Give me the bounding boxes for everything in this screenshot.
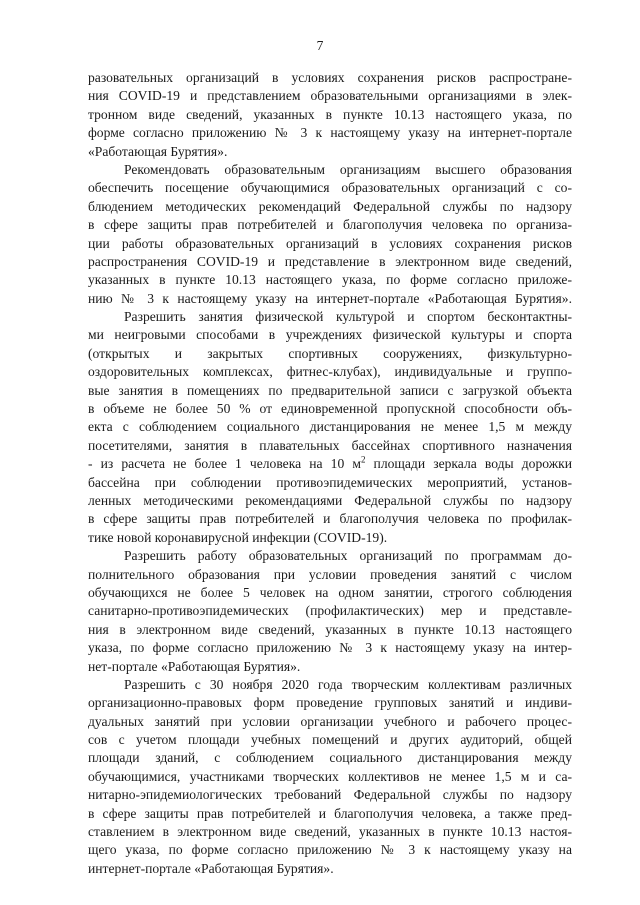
paragraph-4 (88, 547, 572, 676)
text-line: разовательных организаций в условиях сохранения рисков распростране- (88, 70, 572, 85)
text-line: интернет-портале «Работающая Бурятия». (88, 860, 334, 876)
text-line: ми неигровыми способами в учреждениях физической культуры и спорта (88, 327, 572, 343)
text-line: оздоровительных комплексах, фитнес-клубах), индивидуальные и группо- (88, 364, 572, 380)
text-line: дуальных занятий при условии организации учебного и рабочего процес- (88, 713, 572, 729)
text-line: полнительного образования при условии проведения занятий с числом (88, 566, 572, 582)
text-line: (открытых и закрытых спортивных сооружениях, физкультурно- (88, 345, 572, 361)
text-line: щего указа, по форме согласно приложению № 3 к настоящему указу на (88, 842, 572, 858)
text-line: обеспечить посещение обучающимися образовательных организаций с со- (88, 180, 572, 196)
text-line: нет-портале «Работающая Бурятия». (88, 658, 301, 674)
text-line: ленных методическими рекомендациями Федеральной службы по надзору (88, 492, 572, 508)
text-line: нию № 3 к настоящему указу на интернет-портале «Работающая Бурятия». (88, 290, 572, 306)
text-line: обучающимися, участниками творческих коллективов не менее 1,5 м и са- (88, 768, 572, 784)
text-line: ния COVID-19 и представлением образовательными организациями в элек- (88, 88, 572, 104)
text-line: ции работы образовательных организаций в условиях сохранения рисков (88, 235, 572, 251)
text-line-with-superscript (88, 455, 572, 473)
text-line: в сфере защиты прав потребителей и благополучия человека, а также пред- (88, 805, 572, 821)
text-line: ставлением в электронном виде сведений, указанных в пункте 10.13 настоя- (88, 824, 572, 840)
text-segment: площади зеркала воды дорожки (365, 456, 573, 472)
text-line: бассейна при соблюдении противоэпидемических мероприятий, установ- (88, 474, 572, 490)
text-line: тике новой коронавирусной инфекции (COVID-19). (88, 529, 388, 545)
text-line: Разрешить работу образовательных организаций по программам до- (124, 548, 572, 564)
text-line: организационно-правовых форм проведение групповых занятий и индиви- (88, 695, 572, 711)
paragraph-3 (88, 308, 572, 547)
page-number: 7 (316, 38, 324, 53)
text-line: нитарно-эпидемиологических требований Федеральной службы по надзору (88, 787, 572, 803)
text-line: распространения COVID-19 и представление в электронном виде сведений, (88, 253, 572, 269)
text-line: Разрешить занятия физической культурой и спортом бесконтактны- (124, 309, 572, 325)
text-line: ния в электронном виде сведений, указанных в пункте 10.13 настоящего (88, 621, 572, 637)
text-line: обучающихся не более 5 человек на одном занятии, строгого соблюдения (88, 584, 572, 600)
text-line: сов с учетом площади учебных помещений и других аудиторий, общей (88, 732, 572, 748)
superscript: 2 (360, 454, 366, 465)
text-line: Разрешить с 30 ноября 2020 года творческим коллективам различных (124, 676, 572, 692)
paragraph-5 (88, 676, 572, 878)
text-line: вые занятия в помещениях по предварительной записи с загрузкой объекта (88, 382, 572, 398)
text-line: площади зданий, с соблюдением социального дистанцирования между (88, 750, 572, 766)
paragraph-2 (88, 161, 572, 308)
text-line: тронном виде сведений, указанных в пункте 10.13 настоящего указа, по (88, 106, 572, 122)
paragraph-1 (88, 69, 572, 161)
text-line: санитарно-противоэпидемических (профилактических) мер и представле- (88, 603, 572, 619)
text-line: в сфере защиты прав потребителей и благополучия человека по профилак- (88, 511, 572, 527)
text-line: в объеме не более 50 % от единовременной пропускной способности объ- (88, 401, 572, 417)
text-line: «Работающая Бурятия». (88, 143, 228, 159)
text-line: указа, по форме согласно приложению № 3 к настоящему указу на интер- (88, 640, 572, 656)
text-line: указанных в пункте 10.13 настоящего указа, по форме согласно приложе- (88, 272, 572, 288)
text-line: блюдением методических рекомендаций Федеральной службы по надзору (88, 198, 572, 214)
text-line: форме согласно приложению № 3 к настоящему указу на интернет-портале (88, 125, 572, 141)
text-segment: - из расчета не более 1 человека на 10 м (88, 456, 361, 472)
text-line: Рекомендовать образовательным организациям высшего образования (124, 161, 572, 177)
text-line: екта с соблюдением социального дистанцирования не менее 1,5 м между (88, 419, 572, 435)
document-body (88, 69, 572, 878)
text-line: в сфере защиты прав потребителей и благополучия человека по организа- (88, 217, 572, 233)
text-line: посетителями, занятия в плавательных бассейнах спортивного назначения (88, 437, 572, 453)
